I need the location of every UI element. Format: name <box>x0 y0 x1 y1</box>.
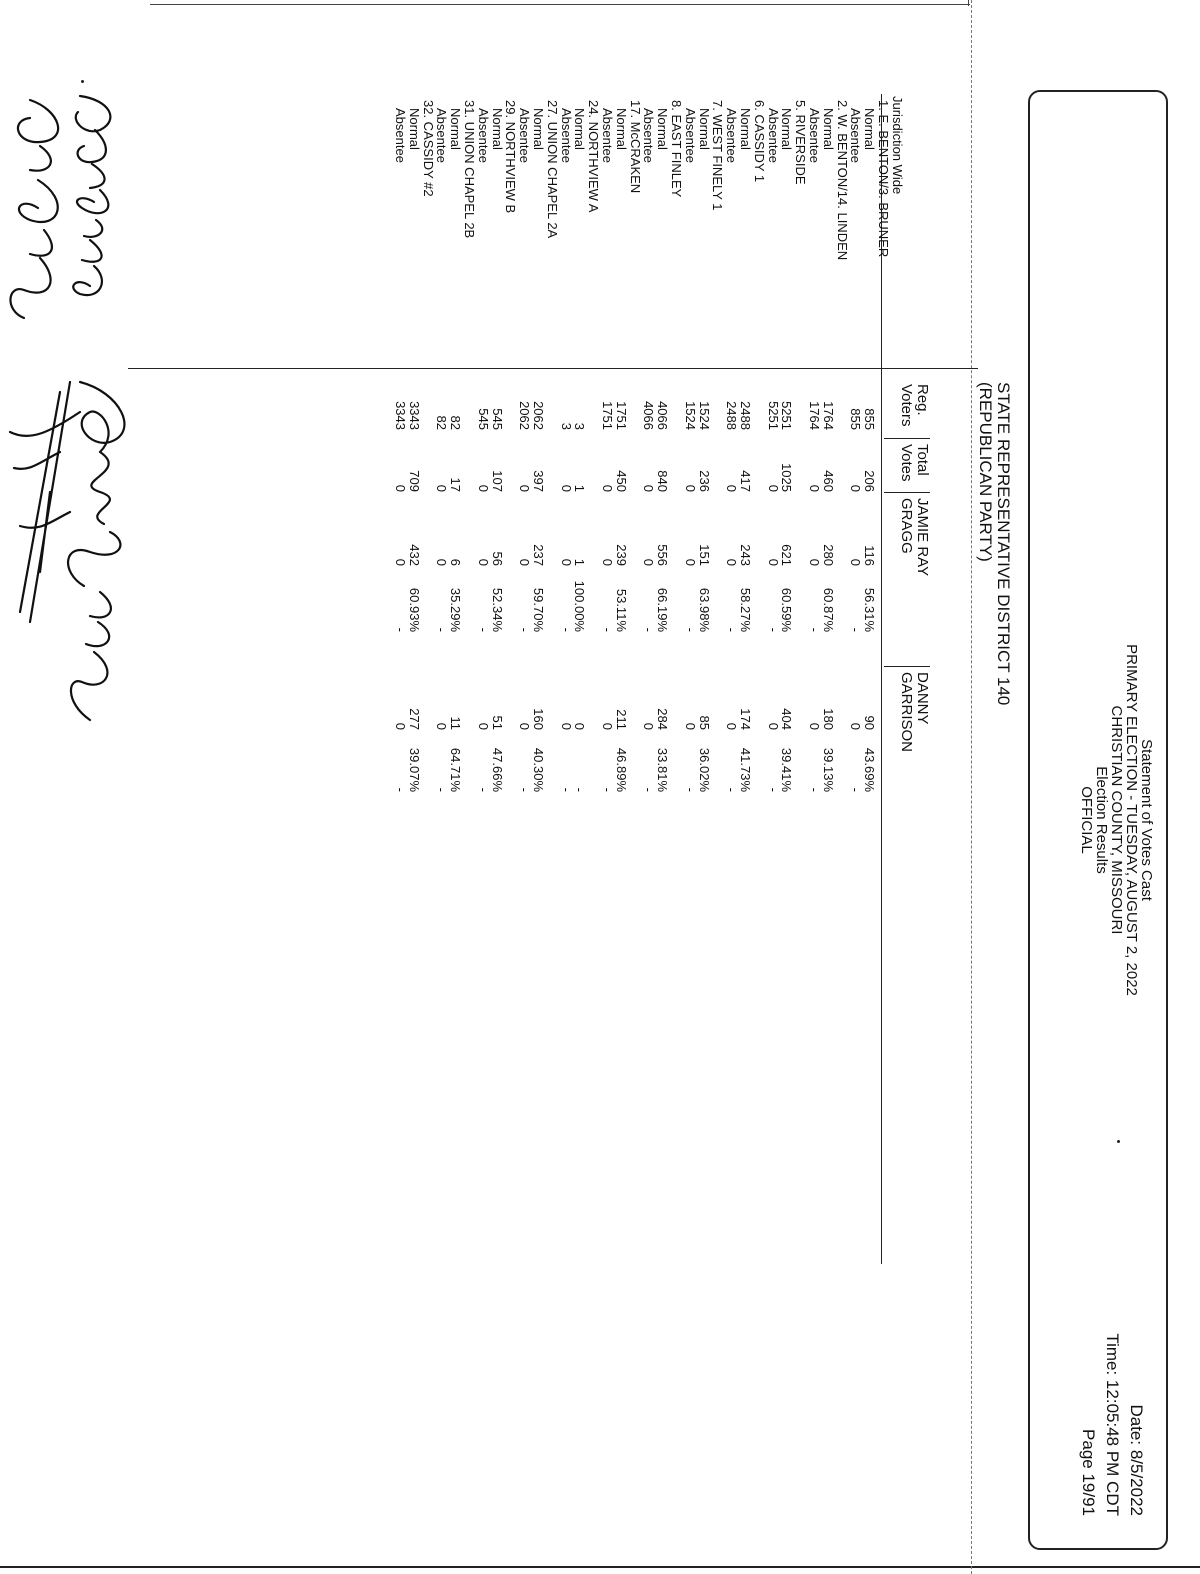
candidate-1-votes-cell: 0 <box>765 558 781 566</box>
candidate-1-votes-cell: 1 <box>572 558 588 566</box>
total-votes-cell: 460 <box>820 470 836 492</box>
total-votes-cell: 0 <box>475 484 491 492</box>
total-votes-cell: 397 <box>531 470 546 492</box>
candidate-1-percent-cell: 59.70% <box>531 587 546 632</box>
candidate-2-percent-cell: - <box>393 787 408 792</box>
vote-type-label: Normal <box>489 108 505 150</box>
candidate-1-votes-cell: 0 <box>641 558 657 566</box>
vote-type-label: Normal <box>779 108 795 150</box>
vote-type-label: Absentee <box>393 108 408 163</box>
candidate-1-votes-cell: 0 <box>517 558 533 566</box>
reg-voters-cell: 2488 <box>738 401 753 430</box>
handwritten-signature-2 <box>0 90 100 330</box>
candidate-2-votes-cell: 0 <box>517 722 533 730</box>
candidate-1-votes-cell: 0 <box>600 558 615 566</box>
candidate-1-votes-cell: 239 <box>613 544 629 566</box>
precinct-name: 32. CASSIDY #2 <box>420 100 436 197</box>
reg-voters-cell: 855 <box>862 408 878 430</box>
report-date: Date: 8/5/2022 <box>1127 1404 1146 1516</box>
vote-type-label: Normal <box>613 108 629 150</box>
total-votes-cell: 0 <box>393 484 408 492</box>
total-votes-cell: 450 <box>613 470 629 492</box>
candidate-2-percent-cell: 47.66% <box>489 747 505 792</box>
total-votes-cell: 0 <box>807 484 822 492</box>
candidate-2-votes-cell: 0 <box>807 722 822 730</box>
reg-voters-cell: 2062 <box>531 401 546 430</box>
reg-voters-cell: 82 <box>434 415 450 430</box>
candidate-2-votes-cell: 284 <box>655 708 671 730</box>
header-line: Statement of Votes Cast <box>1138 739 1155 901</box>
candidate-2-percent-cell: 39.41% <box>779 747 795 792</box>
reg-voters-cell: 5251 <box>765 401 781 430</box>
report-header-center <box>1079 92 1154 1548</box>
candidate-2-percent-cell: - <box>765 787 781 792</box>
candidate-2-votes-cell: 0 <box>724 722 740 730</box>
precinct-name: 1. E. BENTON/3. BRUNER <box>876 100 891 258</box>
candidate-1-votes-cell: 556 <box>655 544 671 566</box>
candidate-2-votes-cell: 11 <box>448 716 464 730</box>
candidate-2-votes-cell: 160 <box>531 708 546 730</box>
candidate-2-percent-cell: - <box>600 787 615 792</box>
candidate-2-percent-cell: - <box>682 787 698 792</box>
vote-type-label: Normal <box>448 108 464 150</box>
contest-title <box>976 382 1012 705</box>
vote-type-label: Absentee <box>765 108 781 163</box>
vote-type-label: Absentee <box>517 108 533 163</box>
precinct-name: 5. RIVERSIDE <box>793 100 809 185</box>
candidate-1-percent-cell: 60.59% <box>779 587 795 632</box>
candidate-2-percent-cell: - <box>558 787 574 792</box>
candidate-2-votes-cell: 51 <box>489 715 505 730</box>
candidate-2-votes-cell: 85 <box>696 715 712 730</box>
candidate-1-votes-cell: 0 <box>682 558 698 566</box>
candidate-1-votes-cell: 280 <box>820 544 836 566</box>
precinct-name: 29. NORTHVIEW B <box>503 100 519 214</box>
report-header-box <box>1028 90 1168 1550</box>
dashed-divider <box>971 0 972 1574</box>
reg-voters-cell: 2062 <box>517 401 533 430</box>
candidate-2-percent-cell: 40.30% <box>531 747 546 792</box>
reg-voters-cell: 545 <box>475 408 491 430</box>
total-votes-cell: 417 <box>738 470 753 492</box>
candidate-2-percent-cell: 64.71% <box>448 747 464 792</box>
vote-type-label: Absentee <box>682 108 698 163</box>
candidate-1-percent-cell: 66.19% <box>655 587 671 632</box>
candidate-2-votes-cell: 180 <box>820 708 836 730</box>
candidate-2-votes-cell: 0 <box>848 722 864 730</box>
candidate-2-votes-cell: 211 <box>613 709 629 730</box>
reg-voters-cell: 3 <box>558 422 574 430</box>
candidate-2-votes-cell: 0 <box>558 722 574 730</box>
header-line: OFFICIAL <box>1078 786 1095 854</box>
candidate-1-votes-cell: 432 <box>406 544 422 566</box>
vote-type-label: Absentee <box>558 108 574 163</box>
candidate-2-votes-cell: 0 <box>475 722 491 730</box>
candidate-2-votes-cell: 0 <box>600 722 615 730</box>
candidate-1-percent-cell: - <box>517 627 533 632</box>
col-header-text: Total <box>914 444 931 476</box>
header-line: CHRISTIAN COUNTY, MISSOURI <box>1108 705 1125 935</box>
report-time: Time: 12:05:48 PM CDT <box>1103 1333 1122 1516</box>
candidate-1-votes-cell: 56 <box>489 551 505 566</box>
reg-voters-cell: 3343 <box>393 401 408 430</box>
candidate-1-votes-cell: 0 <box>558 558 574 566</box>
candidate-1-percent-cell: - <box>682 627 698 632</box>
reg-voters-cell: 4066 <box>655 401 671 430</box>
vote-type-label: Absentee <box>434 108 450 163</box>
col-header-total-votes <box>898 444 930 482</box>
col-header-text: JAMIE RAY <box>914 498 931 577</box>
candidate-2-votes-cell: 90 <box>862 715 878 730</box>
candidate-2-votes-cell: 404 <box>779 708 795 730</box>
vote-type-label: Absentee <box>724 108 740 163</box>
total-votes-cell: 1 <box>572 484 588 492</box>
total-votes-cell: 0 <box>600 484 615 492</box>
candidate-2-percent-cell: - <box>807 787 822 792</box>
reg-voters-cell: 545 <box>489 408 505 430</box>
reg-voters-cell: 1751 <box>613 401 629 430</box>
total-votes-cell: 0 <box>724 484 740 492</box>
vote-type-label: Normal <box>820 108 836 150</box>
candidate-1-percent-cell: 52.34% <box>489 587 505 632</box>
precinct-name: 7. WEST FINELY 1 <box>710 100 726 211</box>
total-votes-cell: 0 <box>434 484 450 492</box>
candidate-2-percent-cell: - <box>724 787 740 792</box>
candidate-1-percent-cell: - <box>558 627 574 632</box>
candidate-2-percent-cell: 46.89% <box>613 747 629 792</box>
reg-voters-cell: 3 <box>572 422 588 430</box>
precinct-name: 2. W. BENTON/14. LINDEN <box>834 100 850 261</box>
candidate-2-percent-cell: 36.02% <box>696 747 712 792</box>
candidate-2-percent-cell: - <box>475 787 491 792</box>
candidate-1-votes-cell: 0 <box>724 558 740 566</box>
candidate-1-votes-cell: 237 <box>531 544 546 566</box>
reg-voters-cell: 82 <box>448 415 464 430</box>
candidate-1-percent-cell: 58.27% <box>738 587 753 632</box>
report-page: Page 19/91 <box>1079 1429 1098 1516</box>
candidate-1-votes-cell: 6 <box>448 558 464 566</box>
header-line: PRIMARY ELECTION - TUESDAY, AUGUST 2, 2022 <box>1123 644 1140 996</box>
candidate-2-percent-cell: - <box>641 787 657 792</box>
jurisdiction-label: Jurisdiction Wide <box>890 96 905 195</box>
precinct-name: 8. EAST FINLEY <box>669 100 684 198</box>
total-votes-cell: 0 <box>517 484 533 492</box>
candidate-2-percent-cell: - <box>572 787 588 792</box>
col-header-reg-voters <box>898 384 930 427</box>
precinct-name: 24. NORTHVIEW A <box>586 100 602 213</box>
precinct-name: 27. UNION CHAPEL 2A <box>544 100 560 239</box>
vote-type-label: Normal <box>738 108 753 150</box>
reg-voters-cell: 1764 <box>820 401 836 430</box>
table-left-divider <box>128 368 978 369</box>
reg-voters-cell: 1524 <box>696 401 712 430</box>
candidate-2-votes-cell: 0 <box>765 722 781 730</box>
col-header-text: Votes <box>898 444 915 482</box>
reg-voters-cell: 1764 <box>807 401 822 430</box>
precinct-name: 6. CASSIDY 1 <box>751 100 767 183</box>
col-header-text: GRAGG <box>898 498 915 554</box>
candidate-2-percent-cell: - <box>848 787 864 792</box>
candidate-2-votes-cell: 0 <box>393 722 408 730</box>
candidate-1-percent-cell: - <box>807 627 822 632</box>
vote-type-label: Normal <box>696 108 712 150</box>
candidate-2-percent-cell: - <box>517 787 533 792</box>
total-votes-cell: 236 <box>696 470 712 492</box>
candidate-1-percent-cell: 63.98% <box>696 587 712 632</box>
candidate-2-percent-cell: 39.07% <box>406 747 422 792</box>
scan-speck <box>1117 1140 1120 1143</box>
col-header-candidate-1 <box>898 498 930 576</box>
vote-type-label: Absentee <box>600 108 615 163</box>
candidate-1-percent-cell: 56.31% <box>862 587 878 632</box>
vote-type-label: Normal <box>531 108 546 150</box>
vote-type-label: Normal <box>572 108 588 150</box>
precinct-name: 17. McCRAKEN <box>627 100 643 194</box>
candidate-2-percent-cell: 41.73% <box>738 747 753 792</box>
scan-speck <box>81 80 84 83</box>
reg-voters-cell: 2488 <box>724 401 740 430</box>
vote-type-label: Absentee <box>641 108 657 163</box>
candidate-1-votes-cell: 151 <box>696 544 712 566</box>
candidate-1-votes-cell: 621 <box>779 544 795 566</box>
reg-voters-cell: 1524 <box>682 401 698 430</box>
contest-title-line2: (REPUBLICAN PARTY) <box>976 382 995 562</box>
vote-type-label: Normal <box>655 108 671 150</box>
reg-voters-cell: 5251 <box>779 401 795 430</box>
candidate-1-percent-cell: - <box>641 627 657 632</box>
candidate-1-percent-cell: 60.87% <box>820 587 836 632</box>
candidate-2-votes-cell: 0 <box>641 722 657 730</box>
vote-type-label: Absentee <box>807 108 822 163</box>
reg-voters-cell: 3343 <box>406 401 422 430</box>
total-votes-cell: 709 <box>406 470 422 492</box>
candidate-2-votes-cell: 277 <box>406 708 422 730</box>
candidate-1-percent-cell: - <box>393 627 408 632</box>
header-line: Election Results <box>1093 766 1110 874</box>
vote-type-label: Normal <box>862 108 878 150</box>
candidate-1-votes-cell: 243 <box>738 544 753 566</box>
candidate-2-percent-cell: - <box>434 787 450 792</box>
candidate-1-votes-cell: 0 <box>848 558 864 566</box>
candidate-2-votes-cell: 0 <box>434 722 450 730</box>
col-header-text: GARRISON <box>898 672 915 753</box>
total-votes-cell: 107 <box>489 470 505 492</box>
total-votes-cell: 1025 <box>779 463 795 492</box>
handwritten-signature-4 <box>0 372 90 632</box>
candidate-1-votes-cell: 0 <box>434 558 450 566</box>
vote-type-label: Normal <box>406 108 422 150</box>
candidate-2-percent-cell: 43.69% <box>862 747 878 792</box>
total-votes-cell: 0 <box>641 484 657 492</box>
candidate-1-percent-cell: 35.29% <box>448 587 464 632</box>
candidate-2-percent-cell: 39.13% <box>820 747 836 792</box>
reg-voters-cell: 1751 <box>600 401 615 430</box>
total-votes-cell: 206 <box>862 470 878 492</box>
col-header-text: Reg. <box>914 384 931 416</box>
candidate-1-votes-cell: 0 <box>475 558 491 566</box>
candidate-1-percent-cell: - <box>724 627 740 632</box>
total-votes-cell: 0 <box>765 484 781 492</box>
candidate-1-percent-cell: 53.11% <box>613 588 629 632</box>
candidate-2-votes-cell: 174 <box>738 708 753 730</box>
candidate-1-percent-cell: - <box>848 627 864 632</box>
candidate-1-percent-cell: 60.93% <box>406 587 422 632</box>
reg-voters-cell: 855 <box>848 408 864 430</box>
candidate-2-votes-cell: 0 <box>682 722 698 730</box>
candidate-1-percent-cell: - <box>434 627 450 632</box>
table-header-rule <box>881 94 882 1264</box>
candidate-1-percent-cell: 100.00% <box>572 580 588 632</box>
total-votes-cell: 0 <box>848 484 864 492</box>
total-votes-cell: 0 <box>682 484 698 492</box>
candidate-1-percent-cell: - <box>600 627 615 632</box>
total-votes-cell: 0 <box>558 484 574 492</box>
vote-type-label: Absentee <box>848 108 864 163</box>
vote-type-label: Absentee <box>475 108 491 163</box>
candidate-1-votes-cell: 0 <box>393 558 408 566</box>
candidate-1-percent-cell: - <box>475 627 491 632</box>
candidate-1-votes-cell: 116 <box>862 545 878 566</box>
total-votes-cell: 17 <box>448 477 464 492</box>
candidate-1-percent-cell: - <box>765 627 781 632</box>
precinct-name: 31. UNION CHAPEL 2B <box>462 100 477 239</box>
candidate-2-votes-cell: 0 <box>572 722 588 730</box>
report-header-meta <box>1076 1333 1148 1516</box>
reg-voters-cell: 4066 <box>641 401 657 430</box>
col-header-candidate-2 <box>898 672 930 752</box>
col-header-text: Voters <box>898 384 915 427</box>
col-header-text: DANNY <box>914 672 931 725</box>
candidate-2-percent-cell: 33.81% <box>655 747 671 792</box>
contest-title-line1: STATE REPRESENTATIVE DISTRICT 140 <box>994 382 1013 706</box>
candidate-1-votes-cell: 0 <box>807 558 822 566</box>
total-votes-cell: 840 <box>655 470 671 492</box>
